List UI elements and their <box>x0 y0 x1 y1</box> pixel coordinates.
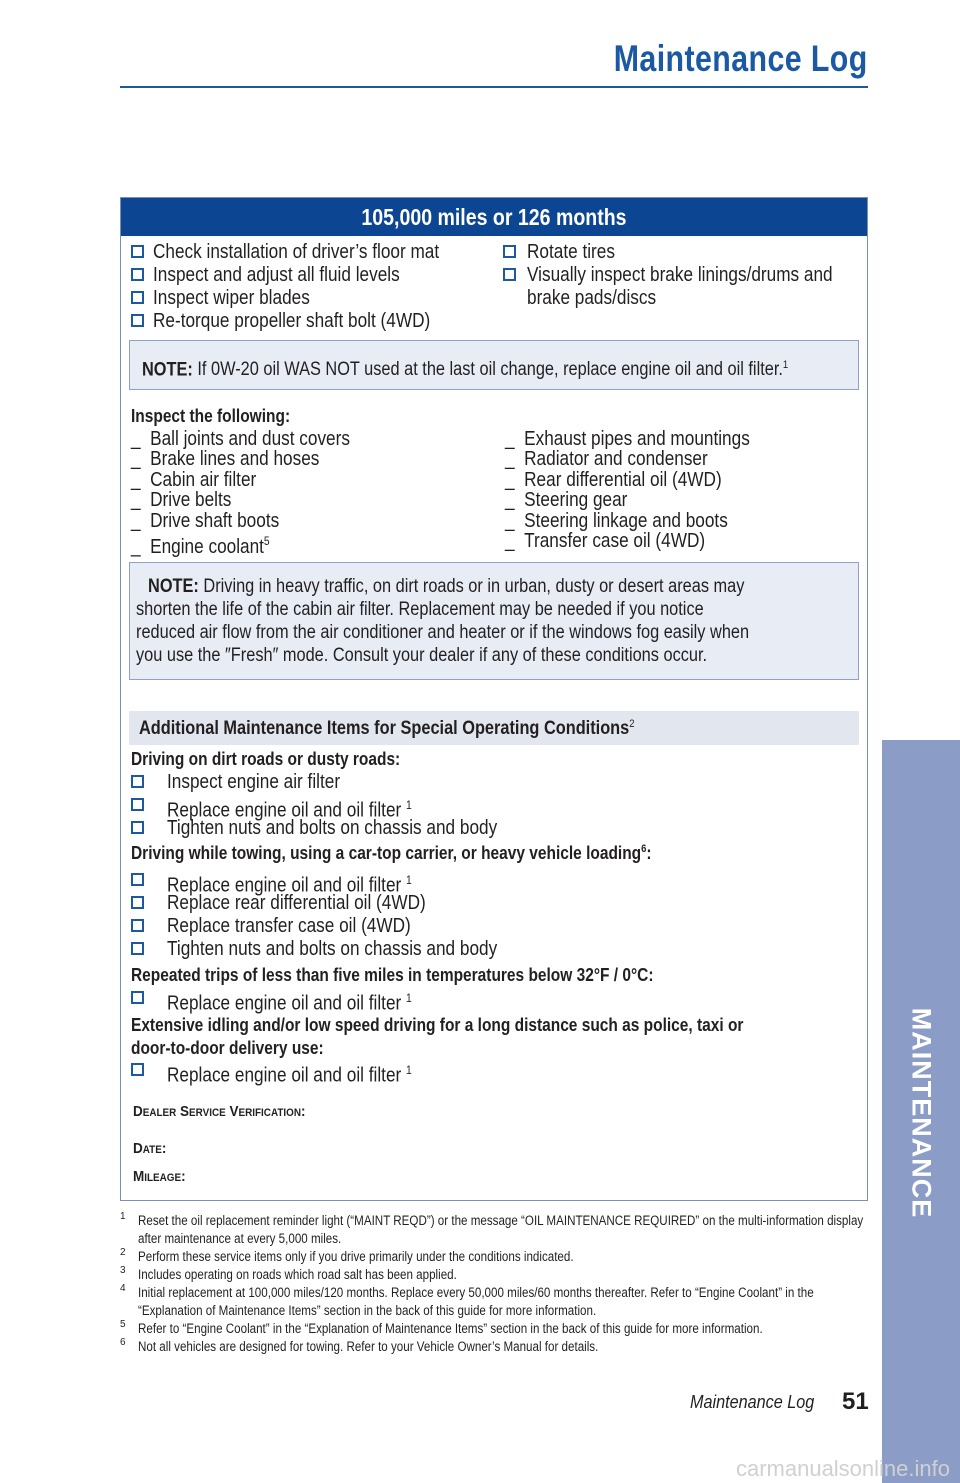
checkbox-icon <box>131 896 144 909</box>
checklist-item-text: Rotate tires <box>527 241 615 263</box>
footer-section-text: Maintenance Log <box>690 1392 815 1412</box>
checkbox-icon <box>131 314 144 327</box>
dash-marker: _ <box>505 489 515 511</box>
note-line: Driving in heavy traffic, on dirt roads or in urban, dusty or desert areas may <box>203 576 745 597</box>
footnote-text: Refer to “Engine Coolant” in the “Explanation of Maintenance Items” section in the back of this guide for more information. <box>138 1321 763 1336</box>
mileage-label <box>133 1168 191 1185</box>
footnote <box>120 1248 868 1266</box>
header-divider <box>120 86 868 88</box>
checklist-item-text: Inspect wiper blades <box>153 287 310 309</box>
mileage-text: Mileage: <box>133 1168 186 1185</box>
checklist-item-continued <box>503 287 863 309</box>
dash-marker: _ <box>131 510 141 532</box>
inspect-item-text: Engine coolant <box>150 535 264 558</box>
inspect-item <box>131 470 277 490</box>
footnote-number: 5 <box>120 1319 126 1330</box>
dash-marker: _ <box>131 448 141 470</box>
note-label: NOTE: <box>148 576 199 597</box>
inspect-item <box>505 470 757 490</box>
inspect-item-text: Radiator and condenser <box>524 448 708 470</box>
inspect-item <box>505 490 647 510</box>
footnotes <box>120 1212 868 1356</box>
checklist-item <box>131 915 450 937</box>
checklist-item-text: Inspect and adjust all fluid levels <box>153 264 400 286</box>
dash-marker: _ <box>131 489 141 511</box>
footnote-text: Includes operating on roads which road salt has been applied. <box>138 1267 457 1282</box>
footnote-ref: 1 <box>406 798 412 812</box>
footnote-number: 2 <box>120 1247 126 1258</box>
inspect-item-text: Ball joints and dust covers <box>150 428 350 450</box>
checklist-item-text: Tighten nuts and bolts on chassis and body <box>167 938 498 960</box>
dealer-verification-text: Dealer Service Verification: <box>133 1103 306 1120</box>
checklist-item-text: Replace transfer case oil (4WD) <box>167 915 411 937</box>
footnote-text: Initial replacement at 100,000 miles/120 months. Replace every 50,000 miles/60 months thereafter. Refer to “Engine Coolant” in the “Explanation of Maintenance Items” section in the back of this guide for more information. <box>138 1285 814 1318</box>
checklist-item-text: Check installation of driver’s floor mat <box>153 241 440 263</box>
condition-heading-text: Driving on dirt roads or dusty roads: <box>131 749 401 769</box>
inspect-item-text: Brake lines and hoses <box>150 448 320 470</box>
note-sup: 1 <box>782 359 789 371</box>
footnote-ref: 1 <box>406 873 412 887</box>
date-label <box>133 1140 170 1157</box>
checklist-item <box>131 310 491 332</box>
checkbox-icon <box>131 1063 144 1076</box>
footnote-text: Perform these service items only if you drive primarily under the conditions indicated. <box>138 1249 574 1264</box>
condition-heading-text: Repeated trips of less than five miles in temperatures below 32°F / 0°C: <box>131 965 654 985</box>
dash-marker: _ <box>505 428 515 450</box>
checkbox-icon <box>131 245 144 258</box>
checkbox-icon <box>131 821 144 834</box>
inspect-item <box>505 429 790 449</box>
dash-marker: _ <box>131 428 141 450</box>
note-cabin-filter <box>129 562 859 680</box>
condition-heading <box>131 749 444 770</box>
checkbox-icon <box>131 775 144 788</box>
dash-marker: _ <box>131 535 141 558</box>
footnote-number: 3 <box>120 1265 126 1276</box>
note-oil <box>129 340 859 390</box>
inspect-heading <box>131 406 316 427</box>
checkbox-icon <box>131 919 144 932</box>
checklist-item <box>131 938 551 960</box>
dash-marker: _ <box>505 469 515 491</box>
date-text: Date: <box>133 1140 167 1157</box>
checklist-item <box>131 287 491 309</box>
footnote <box>120 1284 868 1320</box>
checklist-item <box>503 241 863 263</box>
footnote <box>120 1266 868 1284</box>
inspect-item-text: Exhaust pipes and mountings <box>524 428 750 450</box>
condition-heading-continued <box>131 1038 355 1059</box>
checkbox-icon <box>131 942 144 955</box>
condition-heading-text: door-to-door delivery use: <box>131 1038 324 1058</box>
special-conditions-header <box>129 711 859 745</box>
checklist-item <box>131 1059 452 1087</box>
footnote-text: Not all vehicles are designed for towing. Refer to your Vehicle Owner’s Manual for details. <box>138 1339 599 1354</box>
checkbox-icon <box>131 873 144 886</box>
inspect-item <box>505 511 764 531</box>
footnote-number: 1 <box>120 1211 126 1222</box>
interval-banner-text: 105,000 miles or 126 months <box>361 204 627 230</box>
checklist-item-text: Re-torque propeller shaft bolt (4WD) <box>153 310 431 332</box>
inspect-item-text: Cabin air filter <box>150 469 257 491</box>
inspect-item-text: Drive shaft boots <box>150 510 280 532</box>
checklist-item <box>131 241 491 263</box>
inspect-item <box>131 511 303 531</box>
checklist-item <box>131 987 452 1015</box>
checklist-item <box>131 771 368 793</box>
checklist-item-text: brake pads/discs <box>527 287 657 309</box>
dash-marker: _ <box>131 469 141 491</box>
interval-banner <box>121 198 867 236</box>
maintenance-interval-box <box>120 197 868 1201</box>
condition-heading-text: Extensive idling and/or low speed driving for a long distance such as police, taxi or <box>131 1015 744 1035</box>
inspect-item-text: Transfer case oil (4WD) <box>524 530 706 552</box>
footnote-text: Reset the oil replacement reminder light (“MAINT REQD”) or the message “OIL MAINTENANCE REQUIRED” on the multi-information display after maintenance at every 5,000 miles. <box>138 1213 864 1246</box>
inspect-item <box>131 531 292 557</box>
checkbox-icon <box>503 245 516 258</box>
checklist-item-text: Inspect engine air filter <box>167 771 341 793</box>
side-tab-label: MAINTENANCE <box>906 1007 937 1219</box>
page-number: 51 <box>842 1388 869 1415</box>
footnote <box>120 1212 868 1248</box>
checkbox-icon <box>131 291 144 304</box>
footnote-ref: 2 <box>629 718 635 730</box>
dealer-verification-label <box>133 1103 325 1120</box>
checklist-item-text: Replace engine oil and oil filter <box>167 992 402 1015</box>
footer-section-label <box>690 1392 828 1413</box>
inspect-item <box>131 490 248 510</box>
note-line: shorten the life of the cabin air filter. Replacement may be needed if you notice <box>136 599 704 620</box>
checklist-item <box>131 264 491 286</box>
inspect-item <box>131 429 386 449</box>
footnote-ref: 5 <box>263 534 270 548</box>
footnote-ref: 1 <box>406 1063 412 1077</box>
checkbox-icon <box>131 268 144 281</box>
note-line: you use the ″Fresh″ mode. Consult your dealer if any of these conditions occur. <box>136 645 708 666</box>
condition-heading <box>131 965 739 986</box>
condition-heading-text: Driving while towing, using a car-top carrier, or heavy vehicle loading <box>131 843 642 863</box>
page-title: Maintenance Log <box>614 38 868 79</box>
note-line: reduced air flow from the air conditioner and heater or if the windows fog easily when <box>136 622 750 643</box>
checkbox-icon <box>131 798 144 811</box>
checkbox-icon <box>503 268 516 281</box>
dash-marker: _ <box>505 448 515 470</box>
inspect-item <box>505 531 738 551</box>
checklist-item-text: Replace engine oil and oil filter <box>167 799 402 822</box>
inspect-item-text: Drive belts <box>150 489 232 511</box>
checklist-item <box>503 264 863 286</box>
checklist-item-text: Replace engine oil and oil filter <box>167 874 402 897</box>
footnote-ref: 6 <box>641 843 647 855</box>
checklist-item <box>131 817 551 839</box>
inspect-item <box>505 449 741 469</box>
checklist-item-text: Tighten nuts and bolts on chassis and body <box>167 817 498 839</box>
footnote-number: 6 <box>120 1337 126 1348</box>
note-text: If 0W-20 oil WAS NOT used at the last oil change, replace engine oil and oil filter. <box>197 359 783 381</box>
condition-heading <box>131 843 736 864</box>
dash-marker: _ <box>505 530 515 552</box>
heading-colon: : <box>646 843 652 863</box>
inspect-item-text: Steering gear <box>524 489 628 511</box>
note-label: NOTE: <box>142 359 193 381</box>
checklist-item-text: Replace rear differential oil (4WD) <box>167 892 426 914</box>
inspect-item <box>131 449 350 469</box>
footnote-number: 4 <box>120 1283 126 1294</box>
inspect-item-text: Steering linkage and boots <box>524 510 728 532</box>
condition-heading <box>131 1015 843 1036</box>
watermark: carmanualsonline.info <box>735 1456 950 1481</box>
checklist-item-text: Visually inspect brake linings/drums and <box>527 264 833 286</box>
footnote <box>120 1338 868 1356</box>
dash-marker: _ <box>505 510 515 532</box>
footnote <box>120 1320 868 1338</box>
checkbox-icon <box>131 991 144 1004</box>
footnote-ref: 1 <box>406 991 412 1005</box>
special-conditions-title: Additional Maintenance Items for Special Operating Conditions <box>139 718 630 740</box>
checklist-item-text: Replace engine oil and oil filter <box>167 1064 402 1087</box>
inspect-item-text: Rear differential oil (4WD) <box>524 469 722 491</box>
checklist-item <box>131 892 468 914</box>
inspect-heading-text: Inspect the following: <box>131 406 291 426</box>
